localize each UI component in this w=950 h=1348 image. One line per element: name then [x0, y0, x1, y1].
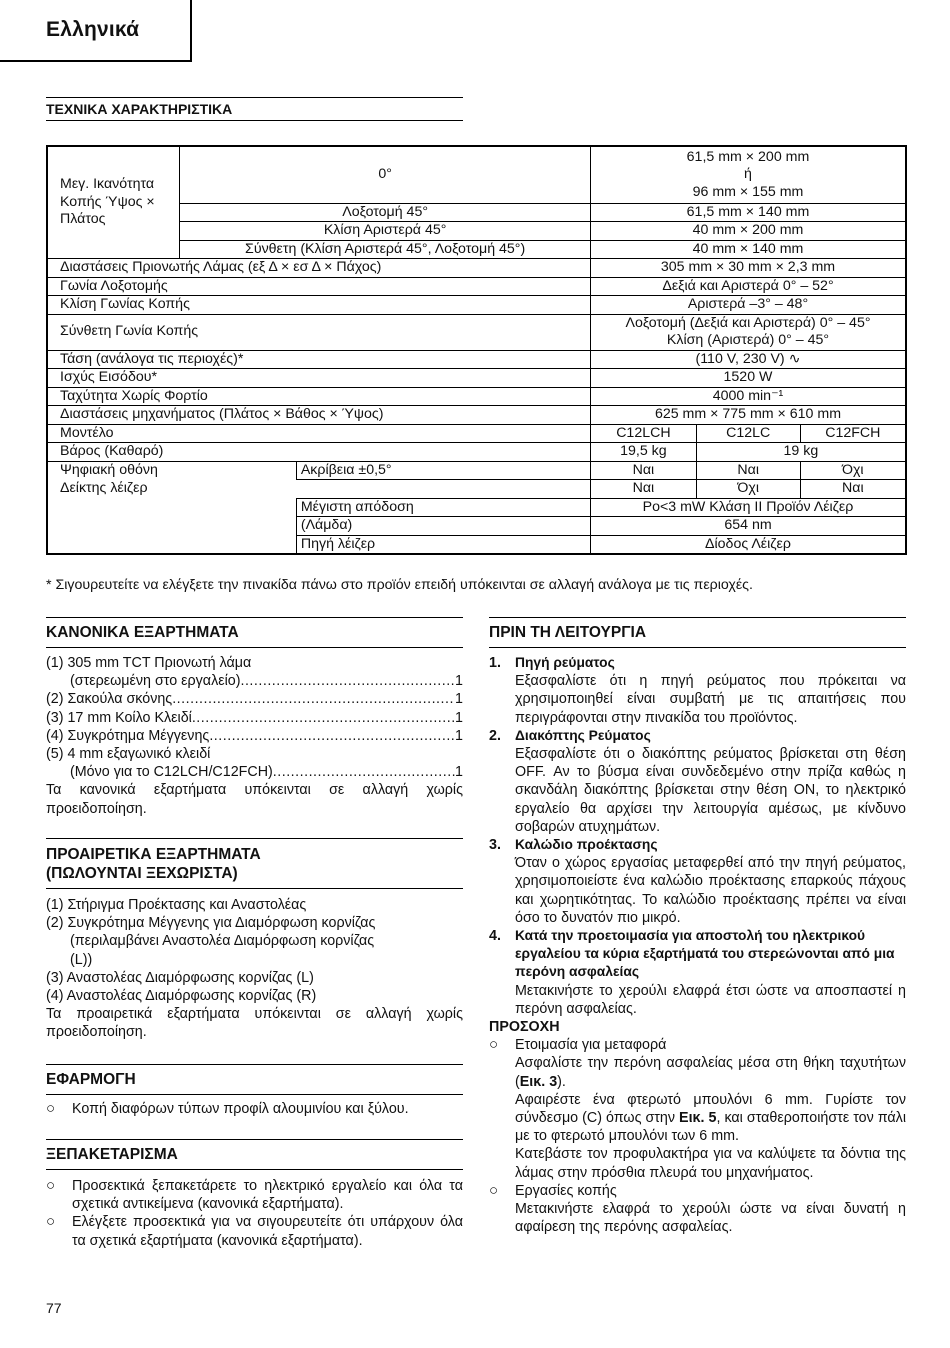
list-item: ○ Κοπή διαφόρων τύπων προφίλ αλουμινίου και ξύλου.: [46, 1100, 409, 1117]
laser-value-2: Όχι: [696, 480, 800, 499]
digital-sub: Ακρίβεια ±0,5°: [296, 461, 590, 480]
model-label: Μοντέλο: [47, 424, 590, 443]
digital-value-3: Όχι: [800, 461, 906, 480]
table-row: [47, 480, 906, 499]
table-row: [47, 443, 906, 462]
cap-bevel-label: Κλίση Αριστερά 45°: [180, 222, 591, 241]
compound-label: Σύνθετη Γωνία Κοπής: [47, 314, 590, 350]
compound-value: Λοξοτομή (Δεξιά και Αριστερά) 0° – 45° Κλίση (Αριστερά) 0° – 45°: [590, 314, 906, 350]
speed-label: Ταχύτητα Χωρίς Φορτίο: [47, 387, 590, 406]
miter-angle-label: Γωνία Λοξοτομής: [47, 277, 590, 296]
table-row: [47, 406, 906, 425]
blade-value: 305 mm × 30 mm × 2,3 mm: [590, 259, 906, 278]
circle-bullet-icon: ○: [46, 1177, 56, 1194]
model-2: C12LC: [696, 424, 800, 443]
std-acc-title: ΚΑΝΟΝΙΚΑ ΕΞΑΡΤΗΜΑΤΑ: [46, 617, 463, 648]
cap-0-label: 0°: [180, 146, 591, 203]
list-item: (3) Αναστολέας Διαμόρφωσης κορνίζας (L): [46, 969, 314, 986]
power-value: 1520 W: [590, 369, 906, 388]
opt-acc-list: [46, 896, 463, 1042]
std-acc-list: [46, 654, 463, 818]
laser-lambda-value: 654 nm: [590, 517, 906, 536]
laser-label: Δείκτης λέιζερ: [47, 480, 590, 499]
table-row: [47, 259, 906, 278]
circle-bullet-icon: ○: [489, 1036, 499, 1054]
model-3: C12FCH: [800, 424, 906, 443]
voltage-value: (110 V, 230 V) ∿: [590, 350, 906, 369]
list-item: (2) Σακούλα σκόνης ..... 1: [46, 690, 463, 708]
list-item: ○ Προσεκτικά ξεπακετάρετε το ηλεκτρικό εργαλείο και όλα τα σχετικά αντικείμενα (κανονικά εξαρτήματα).: [46, 1177, 463, 1213]
table-row: [47, 498, 906, 517]
language-label: Ελληνικά: [46, 18, 140, 41]
laser-source-label: Πηγή λέιζερ: [296, 535, 590, 554]
list-item: 1. Πηγή ρεύματος Εξασφαλίστε ότι η πηγή ρεύματος που πρόκειται να χρησιμοποιηθεί είναι συμβατή με τις απαιτήσεις που περιγράφονται στην πινακίδα του προϊόντος.: [489, 655, 906, 726]
opt-acc-note: Τα προαιρετικά εξαρτήματα υπόκεινται σε αλλαγή χωρίς προειδοποίηση.: [46, 1006, 463, 1041]
application-title: ΕΦΑΡΜΟΓΗ: [46, 1064, 463, 1095]
speed-value: 4000 min⁻¹: [590, 387, 906, 406]
before-op-body: [489, 654, 906, 1237]
miter-angle-value: Δεξιά και Αριστερά 0° – 52°: [590, 277, 906, 296]
item-heading: Πηγή ρεύματος: [515, 655, 615, 670]
before-op-title: ΠΡΙΝ ΤΗ ΛΕΙΤΟΥΡΓΙΑ: [489, 617, 906, 648]
opt-acc-title: ΠΡΟΑΙΡΕΤΙΚΑ ΕΞΑΡΤΗΜΑΤΑ (ΠΩΛΟΥΝΤΑΙ ΞΕΧΩΡΙΣΤΑ): [46, 838, 463, 889]
digital-value-2: Ναι: [696, 461, 800, 480]
list-item: (2) Συγκρότημα Μέγγενης για Διαμόρφωση κορνίζας: [46, 915, 376, 932]
spec-table: [46, 145, 907, 555]
application-list: [46, 1100, 463, 1118]
cap-miter-label: Λοξοτομή 45°: [180, 203, 591, 222]
table-row: [47, 296, 906, 315]
table-row: [47, 314, 906, 350]
std-acc-note: Τα κανονικά εξαρτήματα υπόκεινται σε αλλαγή χωρίς προειδοποίηση.: [46, 782, 463, 817]
laser-blank: [47, 498, 296, 554]
laser-lambda-label: (Λάμδα): [296, 517, 590, 536]
list-item: (Μόνο για το C12LCH/C12FCH) ..... 1: [46, 763, 463, 781]
model-1: C12LCH: [590, 424, 696, 443]
table-row: [47, 461, 906, 480]
list-item: ○ Ελέγξετε προσεκτικά για να σιγουρευτείτε ότι υπάρχουν όλα τα σχετικά εξαρτήματα (κανονικά εξαρτήματα).: [46, 1213, 463, 1249]
list-item: (5) 4 mm εξαγωνικό κλειδί: [46, 746, 211, 763]
digital-value-1: Ναι: [590, 461, 696, 480]
capacity-label: Μεγ. Ικανότητα Κοπής Ύψος × Πλάτος: [47, 146, 180, 259]
cap-0-value: 61,5 mm × 200 mm ή 96 mm × 155 mm: [590, 146, 906, 203]
laser-value-1: Ναι: [590, 480, 696, 499]
weight-b: 19 kg: [696, 443, 906, 462]
item-heading: Κατά την προετοιμασία για αποστολή του ηλεκτρικού εργαλείου τα κύρια εξαρτήματά του στερεώνονται από μια περόνη ασφαλείας: [515, 928, 895, 980]
weight-a: 19,5 kg: [590, 443, 696, 462]
list-item: (4) Αναστολέας Διαμόρφωσης κορνίζας (R): [46, 988, 317, 1005]
list-item: (1) Στήριγμα Προέκτασης και Αναστολέας: [46, 897, 307, 913]
list-item: ○ Εργασίες κοπής Μετακινήστε ελαφρά το χερούλι ώστε να είναι δυνατή η αφαίρεση της περόνης ασφαλείας.: [489, 1181, 906, 1236]
cap-miter-value: 61,5 mm × 140 mm: [590, 203, 906, 222]
list-item: (1) 305 mm TCT Πριονωτή λάμα: [46, 655, 252, 671]
laser-source-value: Δίοδος Λέιζερ: [590, 535, 906, 554]
footnote: * Σιγουρευτείτε να ελέγξετε την πινακίδα πάνω στο προϊόν επειδή υπόκεινται σε αλλαγή ανάλογα με τις περιοχές.: [46, 577, 753, 593]
bevel-angle-value: Αριστερά –3° – 48°: [590, 296, 906, 315]
table-row: [47, 146, 906, 203]
weight-label: Βάρος (Καθαρό): [47, 443, 590, 462]
cap-comp-value: 40 mm × 140 mm: [590, 240, 906, 259]
spec-title: ΤΕΧΝΙΚΑ ΧΑΡΑΚΤΗΡΙΣΤΙΚΑ: [46, 97, 463, 121]
bevel-angle-label: Κλίση Γωνίας Κοπής: [47, 296, 590, 315]
page-number: 77: [46, 1300, 62, 1316]
cap-comp-label: Σύνθετη (Κλίση Αριστερά 45°, Λοξοτομή 45°): [180, 240, 591, 259]
list-item: (περιλαμβάνει Αναστολέα Διαμόρφωση κορνίζας: [70, 933, 375, 950]
list-item: ○ Ετοιμασία για μεταφορά Ασφαλίστε την περόνη ασφαλείας μέσα στη θήκη ταχυτήτων (Εικ. 3). Αφαιρέστε ένα φτερωτό μπουλόνι 6 mm. Γυρίστε τον σύνδεσμο (C) όπως στην Εικ. 5, και σταθεροποιήστε τον πάλι με το φτερωτό μπουλόνι των 6 mm. Κατεβάστε τον προφυλακτήρα για να καλύψετε τα δόντια της λάμας στην πρόσθια πλευρά του μηχανήματος.: [489, 1036, 906, 1181]
table-row: [47, 387, 906, 406]
dims-value: 625 mm × 775 mm × 610 mm: [590, 406, 906, 425]
unpacking-list: [46, 1177, 463, 1250]
table-row: [47, 277, 906, 296]
list-item: (4) Συγκρότημα Μέγγενης ..... 1: [46, 727, 463, 745]
item-heading: Διακόπτης Ρεύματος: [515, 727, 651, 743]
laser-max-value: Po<3 mW Κλάση II Προϊόν Λέιζερ: [590, 498, 906, 517]
list-item: (3) 17 mm Κοίλο Κλειδί ..... 1: [46, 709, 463, 727]
dims-label: Διαστάσεις μηχανήματος (Πλάτος × Βάθος × Ύψος): [47, 406, 590, 425]
laser-value-3: Ναι: [800, 480, 906, 499]
language-tab: [0, 0, 192, 62]
table-row: [47, 424, 906, 443]
item-heading: Καλώδιο προέκτασης: [515, 837, 658, 853]
list-item: (στερεωμένη στο εργαλείο) ..... 1: [46, 672, 463, 690]
list-item: (L)): [70, 951, 93, 968]
circle-bullet-icon: ○: [46, 1100, 56, 1117]
laser-max-label: Μέγιστη απόδοση: [296, 498, 590, 517]
list-item: 4. Κατά την προετοιμασία για αποστολή του ηλεκτρικού εργαλείου τα κύρια εξαρτήματά του στερεώνονται από μια περόνη ασφαλείας Μετακινήστε το χερούλι ελαφρά έτσι ώστε να αποσπαστεί η περόνη ασφαλείας.: [489, 928, 906, 1017]
table-row: [47, 350, 906, 369]
digital-label: Ψηφιακή οθόνη: [47, 461, 296, 480]
table-row: [47, 369, 906, 388]
list-item: 2. Διακόπτης Ρεύματος Εξασφαλίστε ότι ο διακόπτης ρεύματος βρίσκεται στη θέση OFF. Αν το βύσμα είναι συνδεδεμένο στην πρίζα καθώς η σκανδάλη διακόπτης βρίσκεται στην θέση ON, το ηλεκτρικό εργαλείο θα αρχίσει την λειτουργία αμέσως, με κίνδυνο σοβαρών ατυχημάτων.: [489, 727, 906, 835]
circle-bullet-icon: ○: [489, 1181, 499, 1199]
unpacking-title: ΞΕΠΑΚΕΤΑΡΙΣΜΑ: [46, 1139, 463, 1170]
list-item: 3. Καλώδιο προέκτασης Όταν ο χώρος εργασίας μεταφερθεί από την πηγή ρεύματος, χρησιμοποιείστε ένα καλώδιο προέκτασης επαρκούς πάχους και χωρητικότητας. Το καλώδιο προέκτασης πρέπει να είναι όσο το δυνατόν πιο μικρό.: [489, 837, 906, 926]
blade-label: Διαστάσεις Πριονωτής Λάμας (εξ Δ × εσ Δ × Πάχος): [47, 259, 590, 278]
power-label: Ισχύς Εισόδου*: [47, 369, 590, 388]
circle-bullet-icon: ○: [46, 1213, 56, 1231]
caution-heading: ΠΡΟΣΟΧΗ: [489, 1019, 560, 1036]
cap-bevel-value: 40 mm × 200 mm: [590, 222, 906, 241]
voltage-label: Τάση (ανάλογα τις περιοχές)*: [47, 350, 590, 369]
